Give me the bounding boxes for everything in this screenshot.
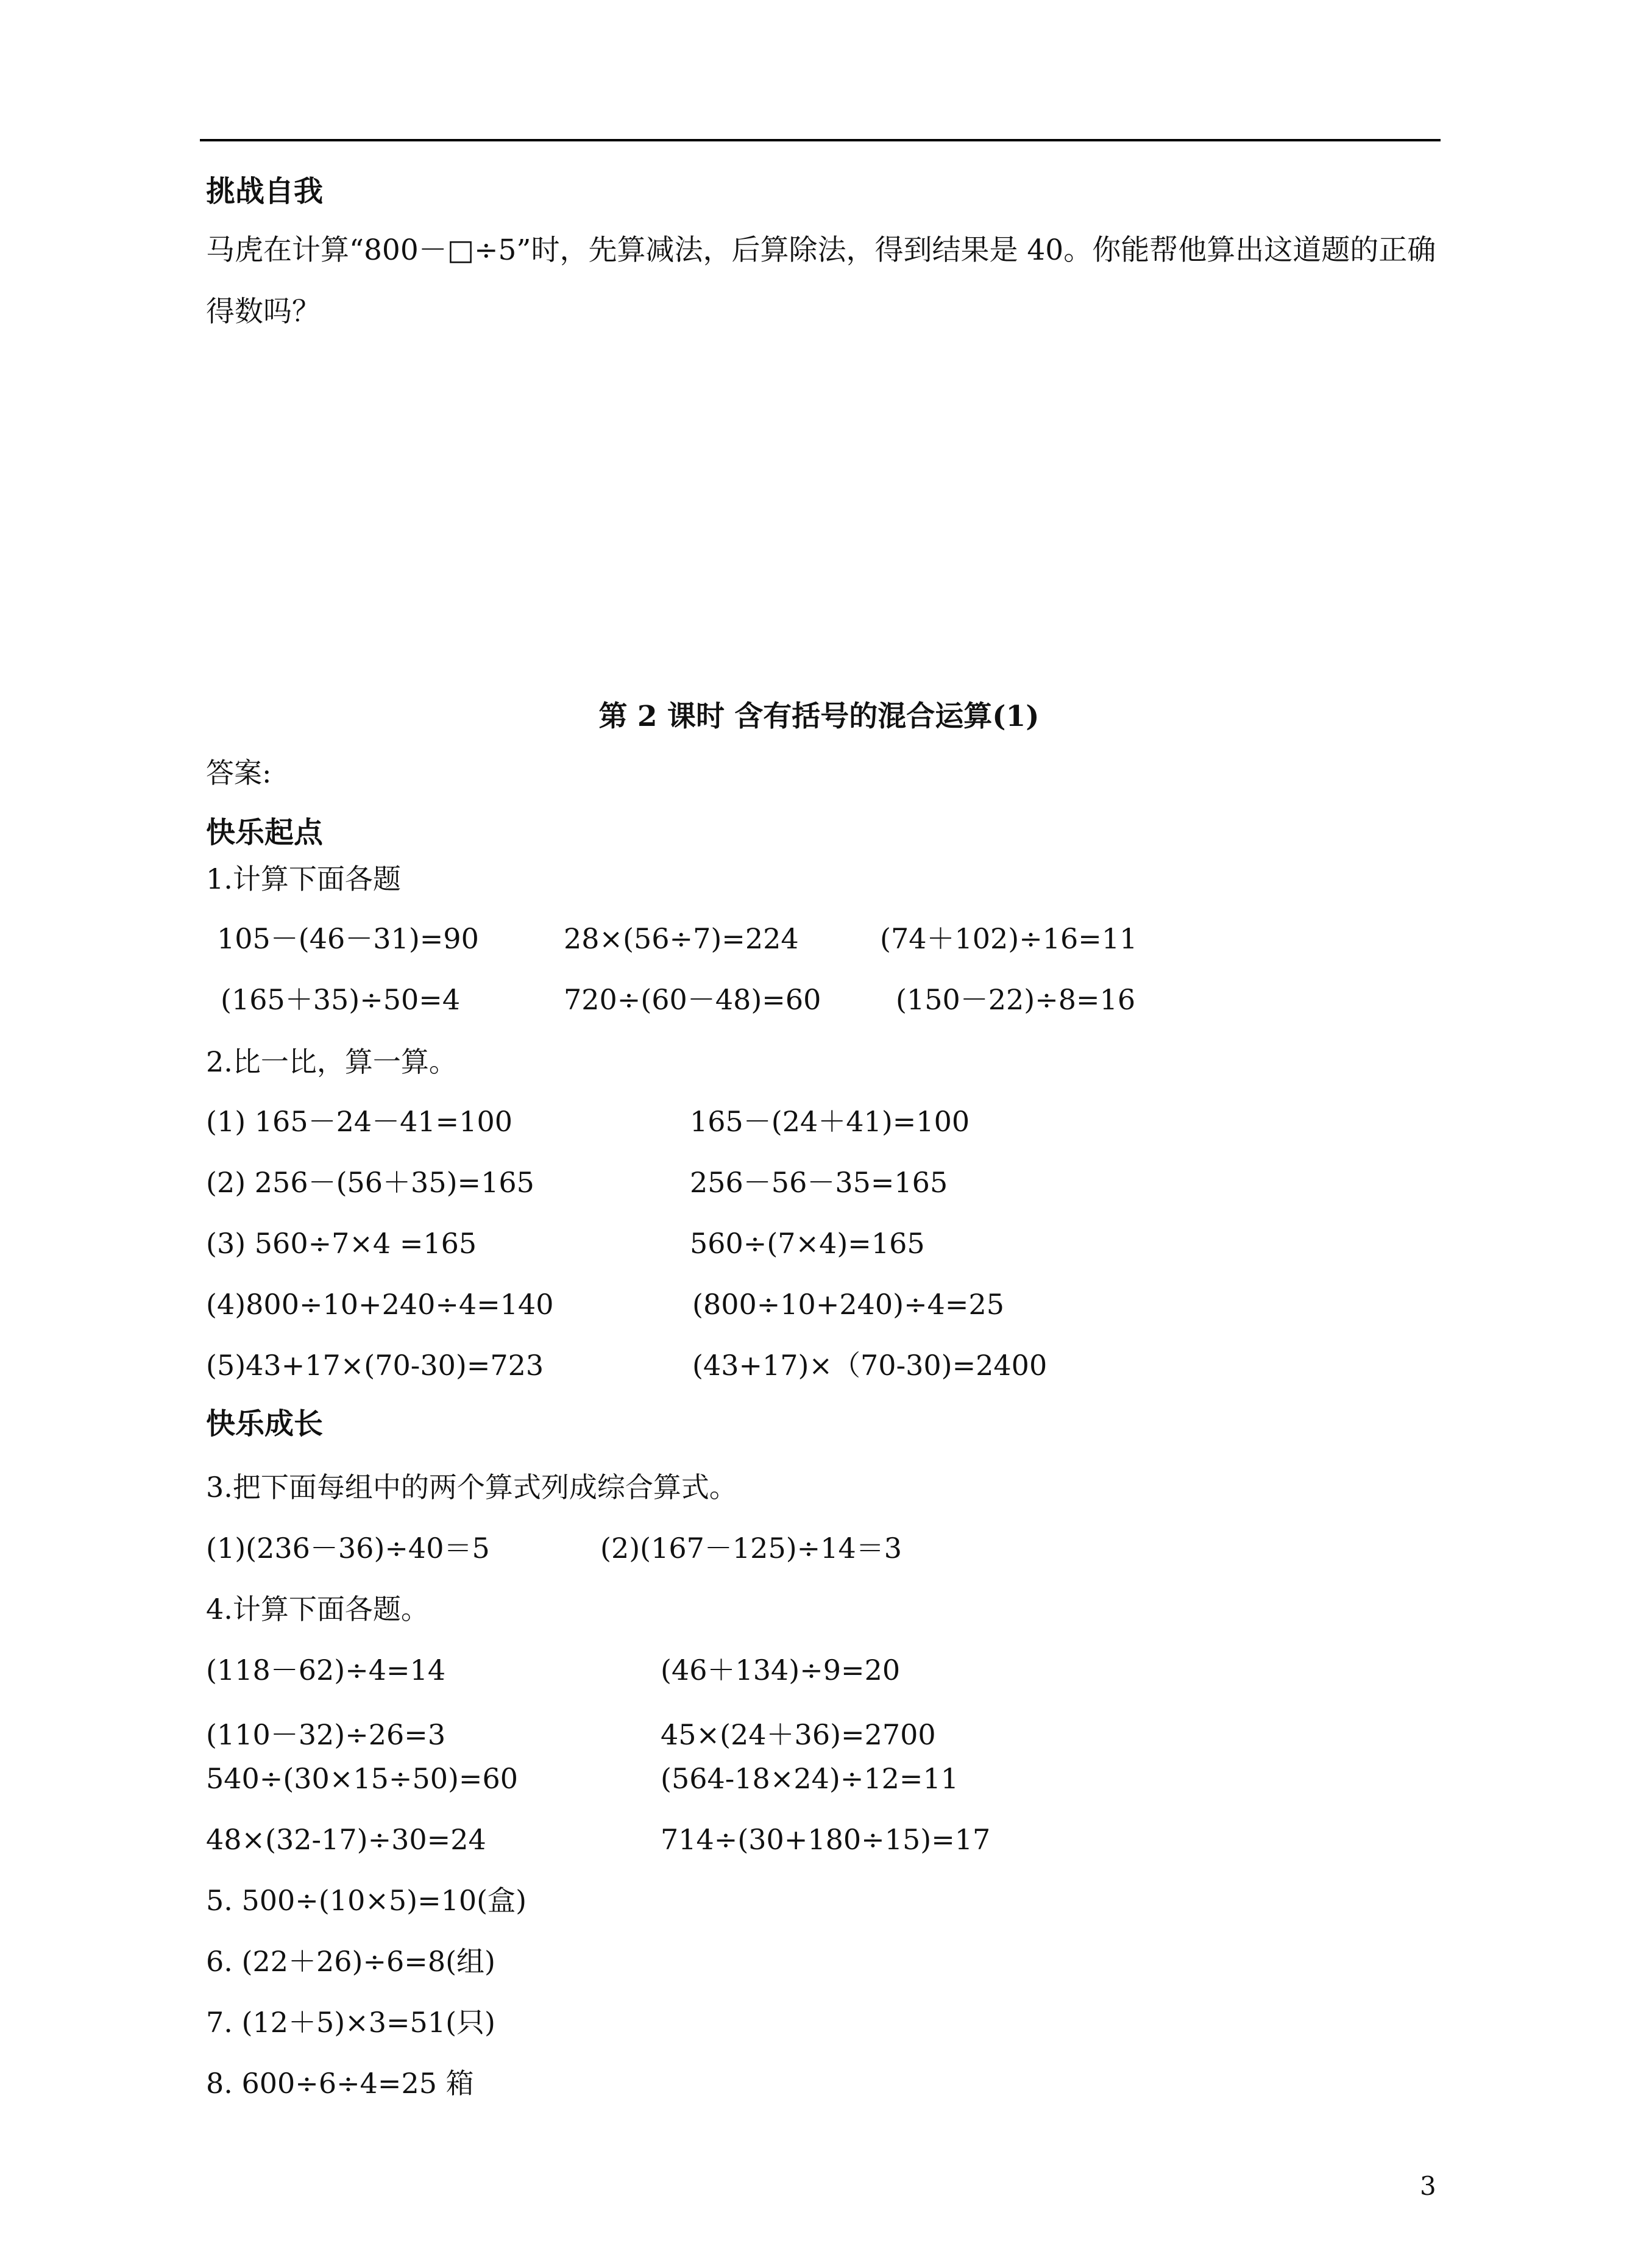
q3-answer-1: (1)(236－36)÷40＝5 [206,1532,490,1565]
q2-row4-right: (800÷10+240)÷4=25 [692,1288,1004,1321]
q4-row2-right: 45×(24＋36)=2700 [661,1718,936,1751]
q6-answer: 6. (22＋26)÷6=8(组) [206,1945,495,1978]
q2-row5-right: (43+17)×（70-30)=2400 [692,1349,1048,1382]
section-heading-growth: 快乐成长 [206,1407,324,1441]
q3-title: 3.把下面每组中的两个算式列成综合算式。 [206,1471,737,1504]
q7-answer: 7. (12＋5)×3=51(只) [206,2006,495,2039]
answer-label: 答案: [206,756,272,789]
q2-row5-left: (5)43+17×(70-30)=723 [206,1349,544,1382]
page-number: 3 [1420,2171,1436,2201]
q1-r2-c3: (150－22)÷8=16 [896,983,1136,1016]
q4-title: 4.计算下面各题。 [206,1593,429,1626]
lesson-title: 第 2 课时 含有括号的混合运算(1) [598,700,1040,733]
header-rule [200,139,1441,141]
challenge-heading: 挑战自我 [206,174,324,208]
q4-row3-left: 540÷(30×15÷50)=60 [206,1762,518,1795]
q5-answer: 5. 500÷(10×5)=10(盒) [206,1884,527,1917]
q2-row1-left: (1) 165－24－41=100 [206,1105,512,1138]
q3-answer-2: (2)(167－125)÷14＝3 [600,1532,902,1565]
q1-r1-c3: (74＋102)÷16=11 [880,922,1138,955]
q8-answer: 8. 600÷6÷4=25 箱 [206,2067,474,2100]
q4-row1-right: (46＋134)÷9=20 [661,1654,901,1687]
q1-r1-c2: 28×(56÷7)=224 [564,922,799,955]
q2-title: 2.比一比，算一算。 [206,1045,457,1078]
q2-row3-left: (3) 560÷7×4 =165 [206,1227,477,1260]
q1-r2-c2: 720÷(60－48)=60 [564,983,821,1016]
q4-row3-right: (564-18×24)÷12=11 [661,1762,959,1795]
q4-row4-left: 48×(32-17)÷30=24 [206,1823,486,1856]
q1-title: 1.计算下面各题 [206,862,401,895]
q1-r2-c1: (165＋35)÷50=4 [221,983,461,1016]
q2-row1-right: 165－(24＋41)=100 [690,1105,970,1138]
q4-row4-right: 714÷(30+180÷15)=17 [661,1823,991,1856]
q1-r1-c1: 105－(46－31)=90 [217,922,479,955]
section-heading-start: 快乐起点 [206,816,324,850]
q4-row1-left: (118－62)÷4=14 [206,1654,446,1687]
challenge-text: 马虎在计算“800－□÷5”时，先算减法，后算除法，得到结果是 40。你能帮他算出这道题的正确得数吗？ [206,233,1436,329]
q4-row2-left: (110－32)÷26=3 [206,1718,446,1751]
q2-row2-right: 256－56－35=165 [690,1166,948,1199]
q2-row4-left: (4)800÷10+240÷4=140 [206,1288,554,1321]
q2-row3-right: 560÷(7×4)=165 [690,1227,925,1260]
q2-row2-left: (2) 256－(56＋35)=165 [206,1166,534,1199]
